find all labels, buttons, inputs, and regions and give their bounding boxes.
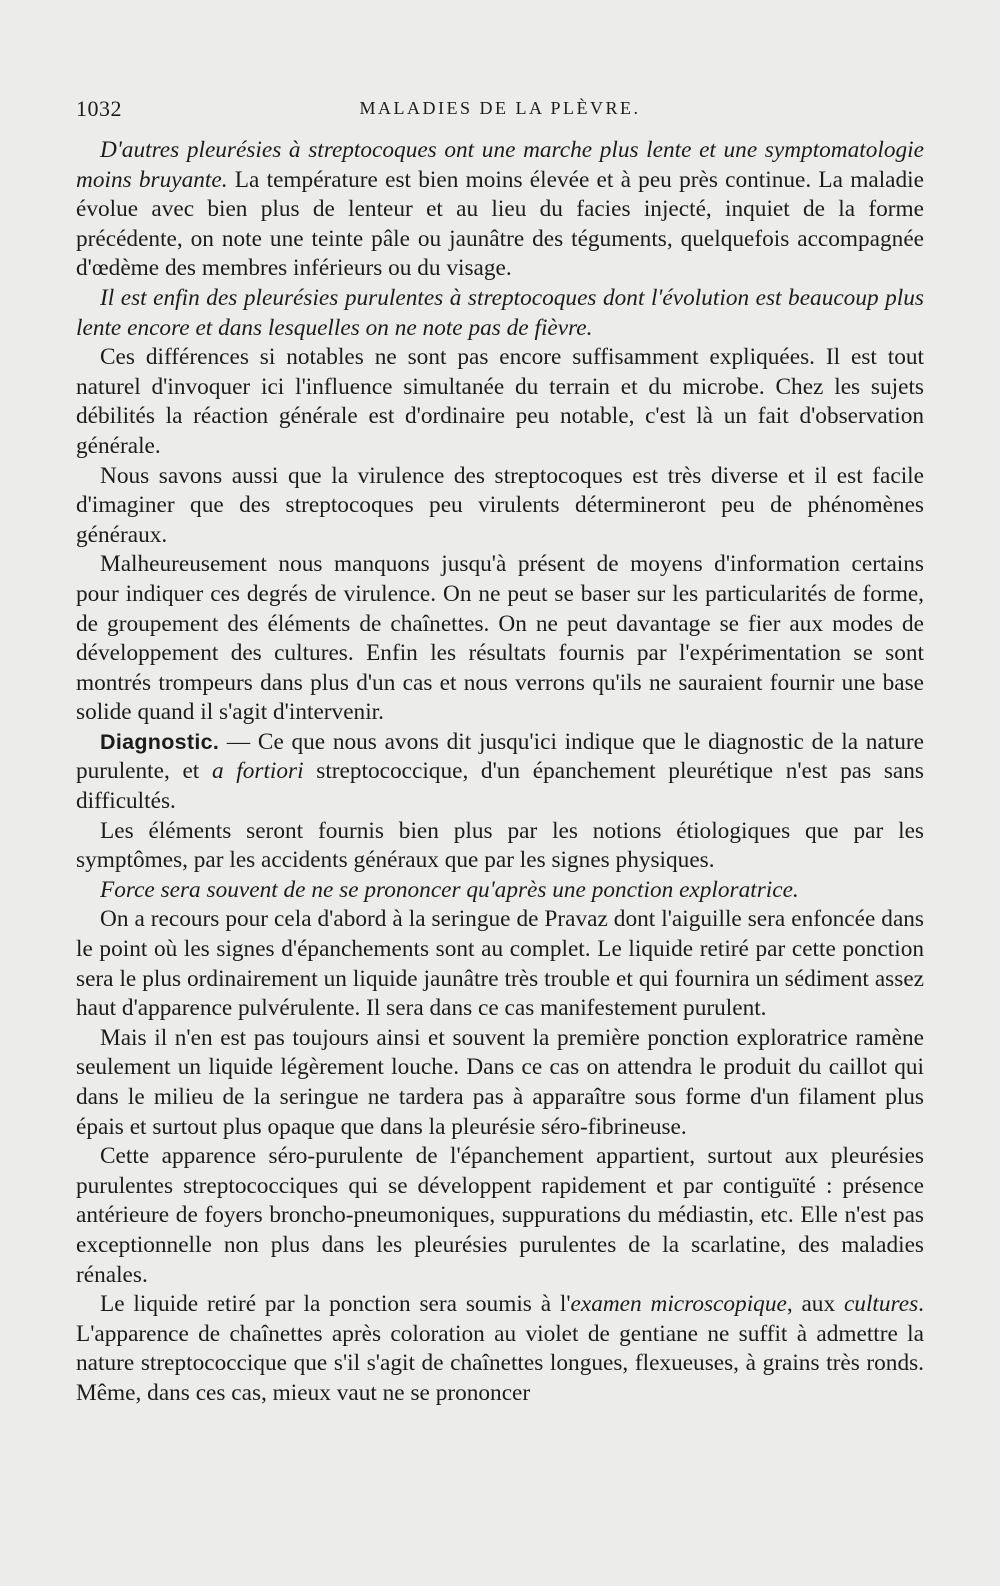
running-head bbox=[76, 96, 924, 136]
paragraph-10: Cette apparence séro-purulente de l'épanchement appartient, surtout aux pleurésies purulentes streptococciques qui se développent rapidement et par contiguïté : présence antérieure de foyers broncho-pneumoniques, suppurations du médiastin, etc. Elle n'est pas exceptionnelle non plus dans les pleurésies purulentes de la scarlatine, des maladies rénales. bbox=[76, 1143, 924, 1288]
italic-lead: D'autres pleurésies à streptocoques ont une marche plus lente et une symptomatologie moins bruyante. bbox=[76, 137, 924, 193]
running-title: MALADIES DE LA PLÈVRE. bbox=[359, 98, 641, 118]
paragraph-diagnostic: Diagnostic. — Ce que nous avons dit jusqu'ici indique que le diagnostic de la nature purulente, et a fortiori streptococcique, d'un épanchement pleurétique n'est pas sans difficultés. bbox=[76, 728, 924, 815]
paragraph-3: Ces différences si notables ne sont pas encore suffisamment expliquées. Il est tout naturel d'invoquer ici l'influence simultanée du terrain et du microbe. Chez les sujets débilités la réaction générale est d'ordinaire peu notable, c'est là un fait d'observation générale. bbox=[76, 344, 924, 459]
paragraph-9: Mais il n'en est pas toujours ainsi et souvent la première ponction exploratrice ramène seulement un liquide légèrement louche. Dans ce cas on attendra le produit du caillot qui dans le milieu de la seringue ne tardera pas à apparaître sous forme d'un filament plus épais et surtout plus opaque que dans la pleurésie séro-fibrineuse. bbox=[76, 1024, 924, 1140]
paragraph-11: Le liquide retiré par la ponction sera soumis à l'examen microscopique, aux cultures. L'apparence de chaînettes après coloration au violet de gentiane ne suffit à admettre la nature streptococcique que s'il s'agit de chaînettes longues, flexueuses, à grains très ronds. Même, dans ces cas, mieux vaut ne se prononcer bbox=[76, 1291, 924, 1406]
paragraph-4: Nous savons aussi que la virulence des streptocoques est très diverse et il est facile d'imaginer que des streptocoques peu virulents détermineront peu de phénomènes généraux. bbox=[76, 462, 924, 548]
paragraph-7-italic-line: Force sera souvent de ne se prononcer qu'après une ponction exploratrice. bbox=[100, 876, 799, 903]
section-heading-diagnostic: Diagnostic. bbox=[100, 729, 220, 754]
paragraph-5: Malheureusement nous manquons jusqu'à présent de moyens d'information certains pour indiquer ces degrés de virulence. On ne peut se baser sur les particularités de forme, de groupement des éléments de chaînettes. On ne peut davantage se fier aux modes de développement des cultures. Enfin les résultats fournis par l'expérimentation se sont montrés trompeurs dans plus d'un cas et nous verrons qu'ils ne sauraient fournir une base solide quand il s'agit d'intervenir. bbox=[76, 551, 924, 726]
paragraph-7: Les éléments seront fournis bien plus par les notions étiologiques que par les symptômes, par les accidents généraux que par les signes physiques. bbox=[76, 817, 924, 874]
paragraph-8: On a recours pour cela d'abord à la seringue de Pravaz dont l'aiguille sera enfoncée dans le point où les signes d'épanchements sont au complet. Le liquide retiré par cette ponction sera le plus ordinairement un liquide jaunâtre très trouble et qui fournira un sédiment assez haut d'apparence pulvérulente. Il sera dans ce cas manifestement purulent. bbox=[76, 906, 924, 1022]
paragraph-2: Il est enfin des pleurésies purulentes à streptocoques dont l'évolution est beaucoup plus lente encore et dans lesquelles on ne note pas de fièvre. bbox=[76, 284, 924, 341]
page-number: 1032 bbox=[76, 96, 122, 121]
body-text bbox=[76, 136, 924, 1409]
paragraph-1: D'autres pleurésies à streptocoques ont une marche plus lente et une symptomatologie moins bruyante. La température est bien moins élevée et à peu près continue. La maladie évolue avec bien plus de lenteur et au lieu du facies injecté, inquiet de la forme précédente, on note une teinte pâle ou jaunâtre des téguments, quelquefois accompagnée d'œdème des membres inférieurs ou du visage. bbox=[76, 137, 924, 282]
